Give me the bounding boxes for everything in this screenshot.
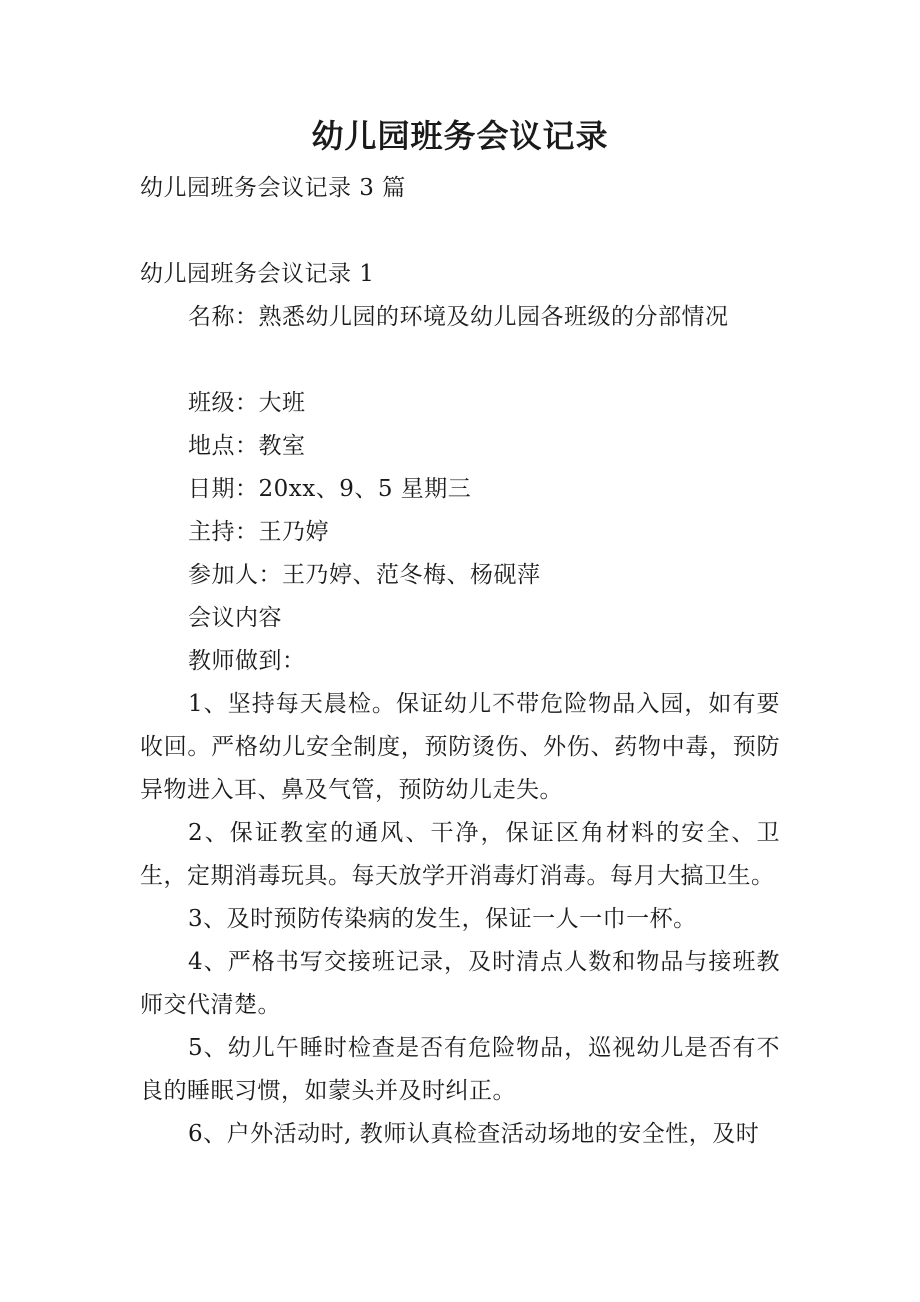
document-subtitle: 幼儿园班务会议记录 3 篇 [140, 175, 406, 201]
meeting-participants: 参加人：王乃婷、范冬梅、杨砚萍 [188, 562, 541, 588]
meeting-location: 地点：教室 [188, 433, 306, 459]
meeting-class: 班级：大班 [188, 390, 306, 416]
duty-item: 2、保证教室的通风、干净，保证区角材料的安全、卫生，定期消毒玩具。每天放学开消毒灯消毒。每月大搞卫生。 [140, 820, 780, 889]
duty-item: 6、户外活动时, 教师认真检查活动场地的安全性，及时 [188, 1121, 760, 1147]
duty-item: 1、坚持每天晨检。保证幼儿不带危险物品入园，如有要收回。严格幼儿安全制度，预防烫伤、外伤、药物中毒，预防异物进入耳、鼻及气管，预防幼儿走失。 [140, 691, 780, 803]
meeting-host: 主持：王乃婷 [188, 519, 329, 545]
teacher-duties-heading: 教师做到： [188, 648, 306, 674]
meeting-name: 名称：熟悉幼儿园的环境及幼儿园各班级的分部情况 [188, 304, 729, 330]
document-title: 幼儿园班务会议记录 [311, 117, 609, 155]
meeting-content-heading: 会议内容 [188, 605, 282, 631]
duty-item: 5、幼儿午睡时检查是否有危险物品，巡视幼儿是否有不良的睡眠习惯，如蒙头并及时纠正。 [140, 1035, 780, 1104]
duty-item: 3、及时预防传染病的发生，保证一人一巾一杯。 [188, 906, 697, 932]
duty-item: 4、严格书写交接班记录，及时清点人数和物品与接班教师交代清楚。 [140, 949, 780, 1018]
meeting-date: 日期：20xx、9、5 星期三 [188, 476, 472, 502]
section-heading: 幼儿园班务会议记录 1 [140, 261, 375, 287]
